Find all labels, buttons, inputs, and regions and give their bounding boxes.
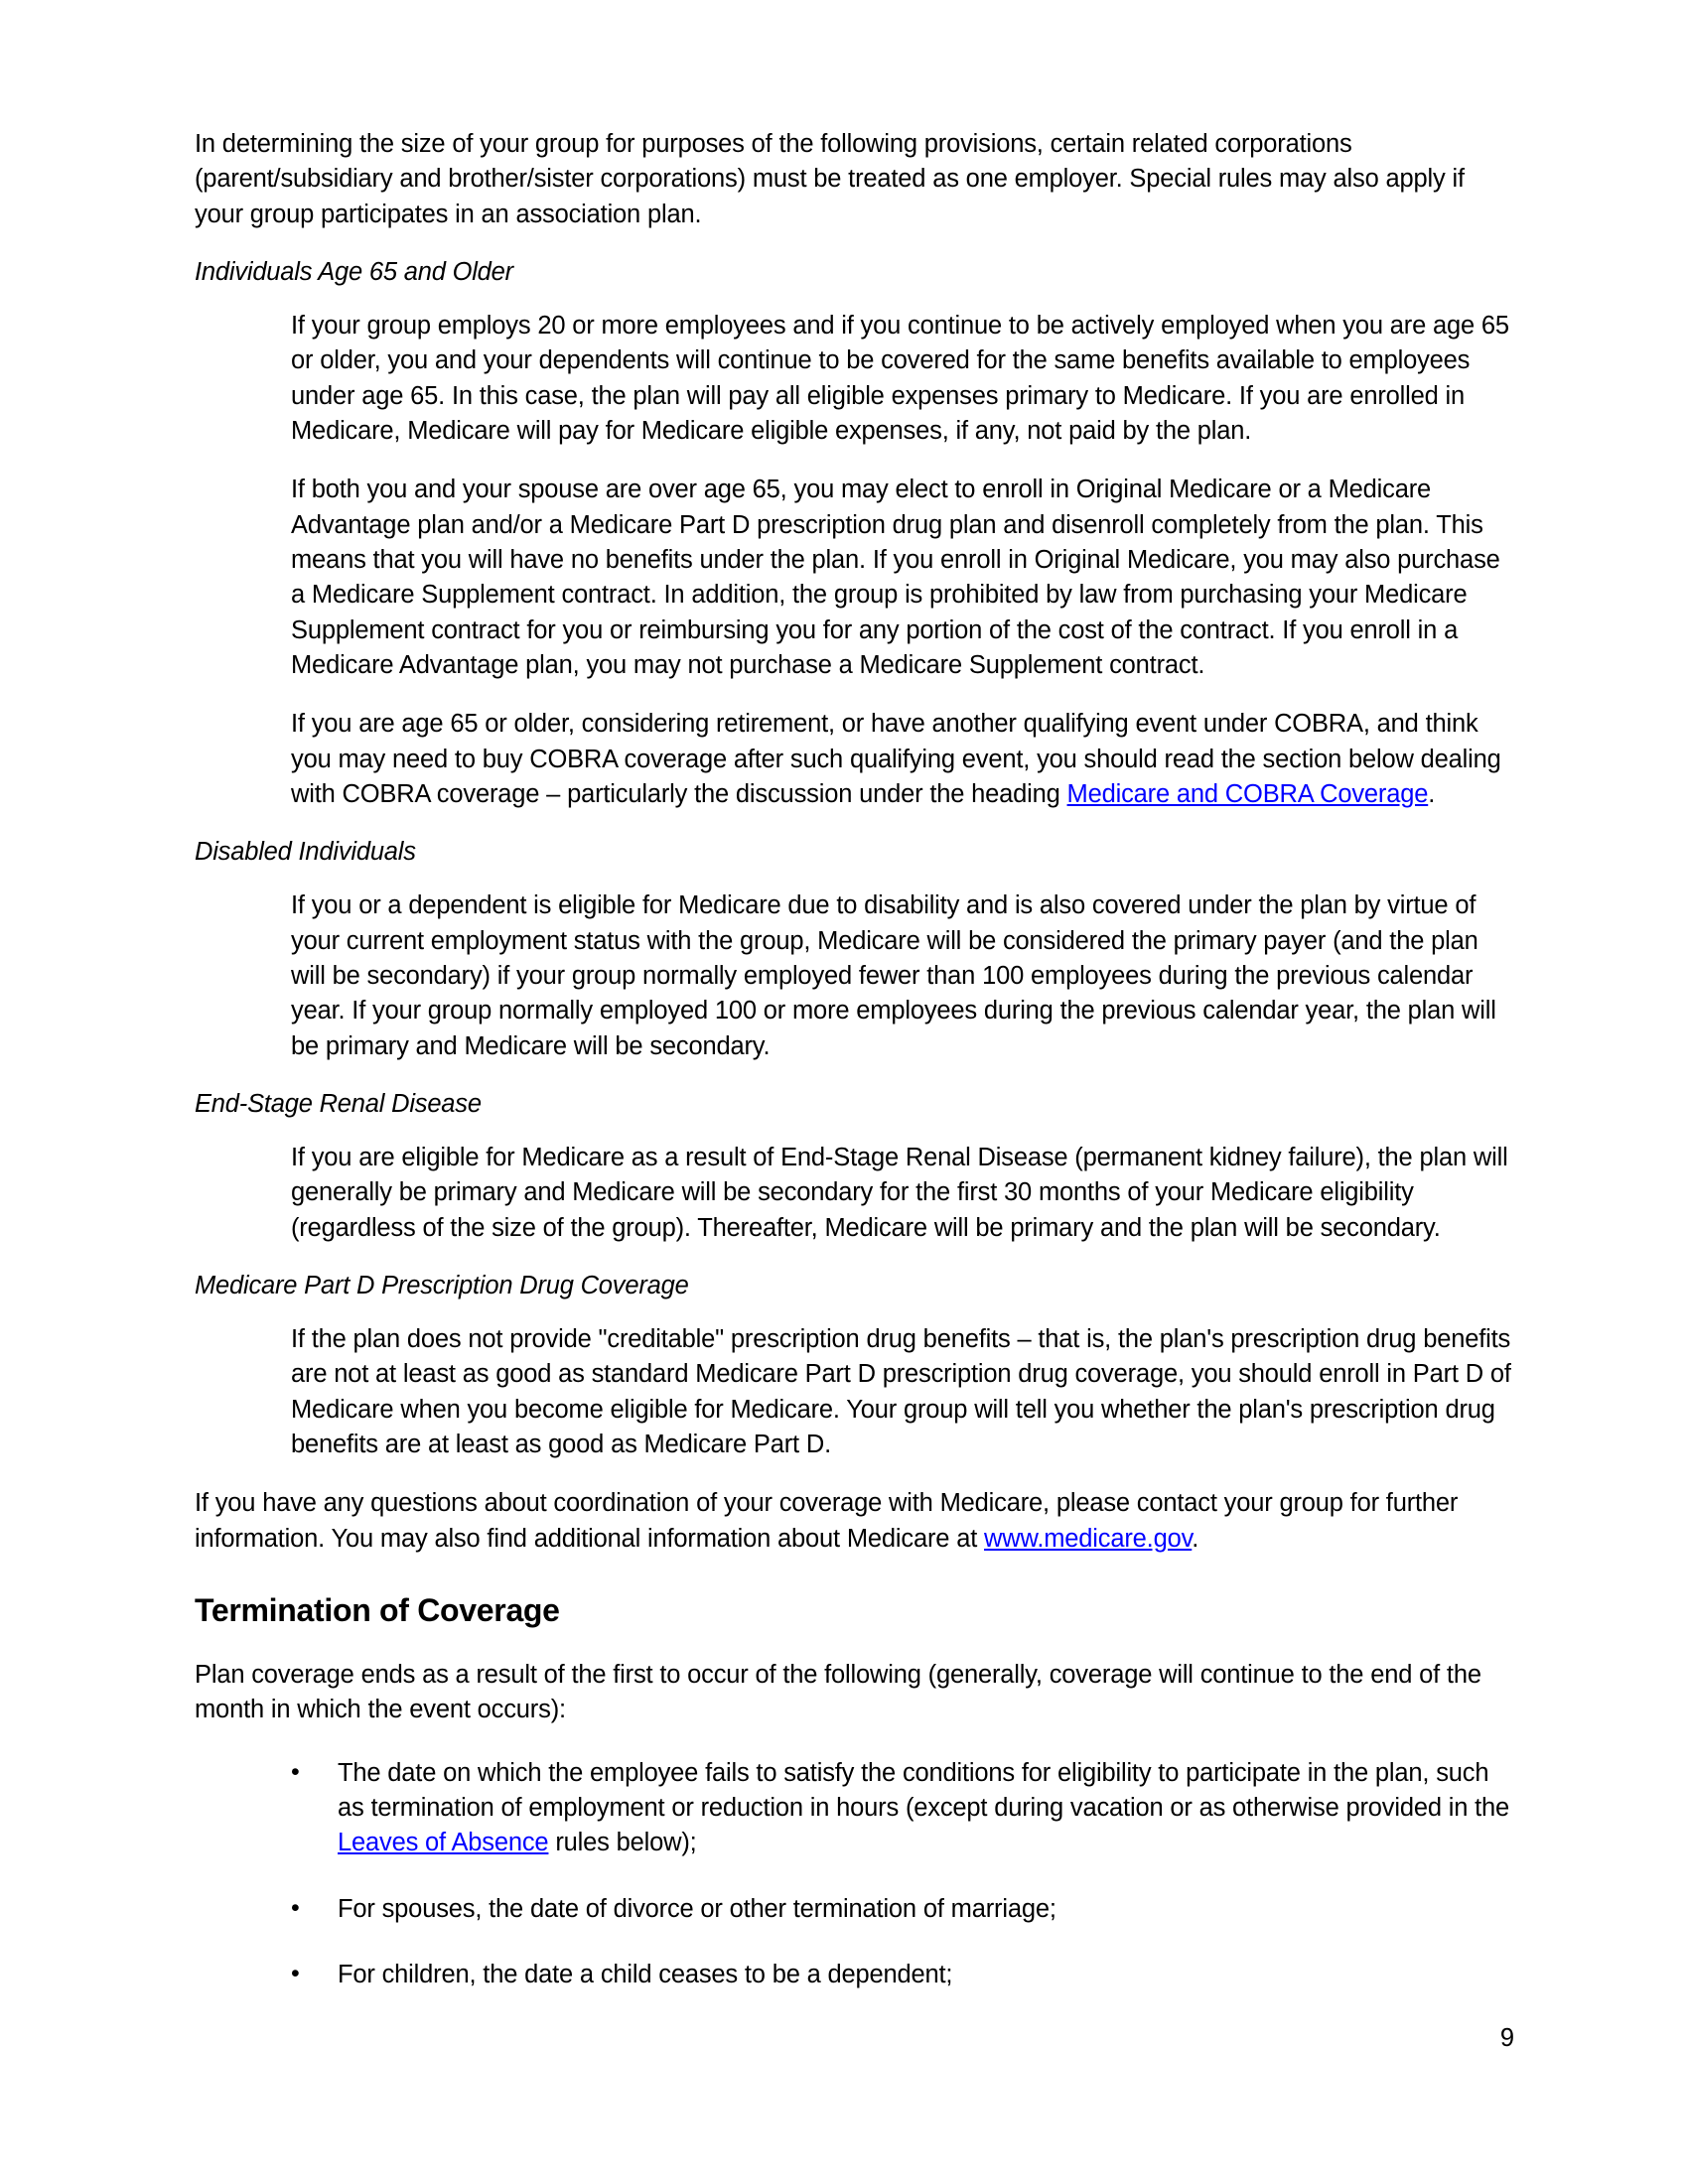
section-paragraph: If you are eligible for Medicare as a result of End-Stage Renal Disease (permanent kidney failure), the plan will generally be primary and Medicare will be secondary for the first 30 months of your Medicare eligibility (regardless of the size of the group). Thereafter, Medicare will be primary and the plan will be secondary. bbox=[291, 1143, 1508, 1242]
section-paragraph: If both you and your spouse are over age 65, you may elect to enroll in Original Medicare or a Medicare Advantage plan and/or a Medicare Part D prescription drug plan and disenroll completely from the plan. This means that you will have no benefits under the plan. If you enroll in Original Medicare, you may also purchase a Medicare Supplement contract. In addition, the group is prohibited by law from purchasing your Medicare Supplement contract for you or reimbursing you for any portion of the cost of the contract. If you enroll in a Medicare Advantage plan, you may not purchase a Medicare Supplement contract. bbox=[291, 476, 1500, 679]
section-heading-end-stage-renal-disease: End-Stage Renal Disease bbox=[195, 1089, 482, 1118]
closing-text-after-link: . bbox=[1192, 1524, 1199, 1553]
termination-bullet-list bbox=[195, 1756, 1514, 1993]
section-paragraph-with-link bbox=[291, 707, 1514, 812]
bullet-text: For spouses, the date of divorce or other termination of marriage; bbox=[338, 1894, 1056, 1923]
bullet-text-after-link: rules below); bbox=[548, 1829, 697, 1857]
section-heading-medicare-part-d: Medicare Part D Prescription Drug Coverage bbox=[195, 1271, 689, 1299]
page-number: 9 bbox=[1499, 2023, 1514, 2052]
section-paragraph: If your group employs 20 or more employees and if you continue to be actively employed when you are age 65 or older, you and your dependents will continue to be covered for the same benefits available to employees under age 65. In this case, the plan will pay all eligible expenses primary to Medicare. If you are enrolled in Medicare, Medicare will pay for Medicare eligible expenses, if any, not paid by the plan. bbox=[291, 312, 1509, 446]
document-body bbox=[195, 127, 1514, 1992]
section-paragraph: If you or a dependent is eligible for Medicare due to disability and is also covered under the plan by virtue of your current employment status with the group, Medicare will be considered the primary payer (and the plan will be secondary) if your group normally employed fewer than 100 employees during the previous calendar year. If your group normally employed 100 or more employees during the previous calendar year, the plan will be primary and Medicare will be secondary. bbox=[291, 891, 1496, 1060]
bullet-text-before-link: The date on which the employee fails to satisfy the conditions for eligibility to participate in the plan, such as termination of employment or reduction in hours (except during vacation or as otherwise provided in the bbox=[338, 1758, 1510, 1822]
section-heading-individuals-age-65: Individuals Age 65 and Older bbox=[195, 257, 513, 286]
list-item bbox=[291, 1958, 1514, 1992]
section-paragraph: If the plan does not provide "creditable" prescription drug benefits – that is, the plan's prescription drug benefits are not at least as good as standard Medicare Part D prescription drug coverage, you should enroll in Part D of Medicare when you become eligible for Medicare. Your group will tell you whether the plan's prescription drug benefits are at least as good as Medicare Part D. bbox=[291, 1325, 1511, 1458]
link-www-medicare-gov[interactable]: www.medicare.gov bbox=[984, 1524, 1193, 1553]
closing-paragraph bbox=[195, 1486, 1514, 1557]
link-medicare-and-cobra-coverage[interactable]: Medicare and COBRA Coverage bbox=[1066, 779, 1429, 808]
termination-intro-paragraph: Plan coverage ends as a result of the first to occur of the following (generally, coverage will continue to the end of the month in which the event occurs): bbox=[195, 1660, 1481, 1724]
list-item bbox=[291, 1756, 1514, 1861]
closing-text-before-link: If you have any questions about coordination of your coverage with Medicare, please contact your group for further information. You may also find additional information about Medicare at bbox=[195, 1489, 1459, 1553]
paragraph-text-after-link: . bbox=[1428, 779, 1436, 808]
bullet-text: For children, the date a child ceases to be a dependent; bbox=[338, 1960, 953, 1988]
section-heading-disabled-individuals: Disabled Individuals bbox=[195, 838, 416, 867]
heading-termination-of-coverage: Termination of Coverage bbox=[195, 1591, 560, 1628]
paragraph-text-before-link: If you are age 65 or older, considering retirement, or have another qualifying event under COBRA, and think you may need to buy COBRA coverage after such qualifying event, you should read the section below dealing with COBRA coverage – particularly the discussion under the heading bbox=[291, 710, 1501, 808]
list-item bbox=[291, 1892, 1514, 1927]
link-leaves-of-absence[interactable]: Leaves of Absence bbox=[338, 1829, 549, 1857]
intro-paragraph: In determining the size of your group for purposes of the following provisions, certain related corporations (parent/subsidiary and brother/sister corporations) must be treated as one employer. Special rules may also apply if your group participates in an association plan. bbox=[195, 130, 1465, 228]
